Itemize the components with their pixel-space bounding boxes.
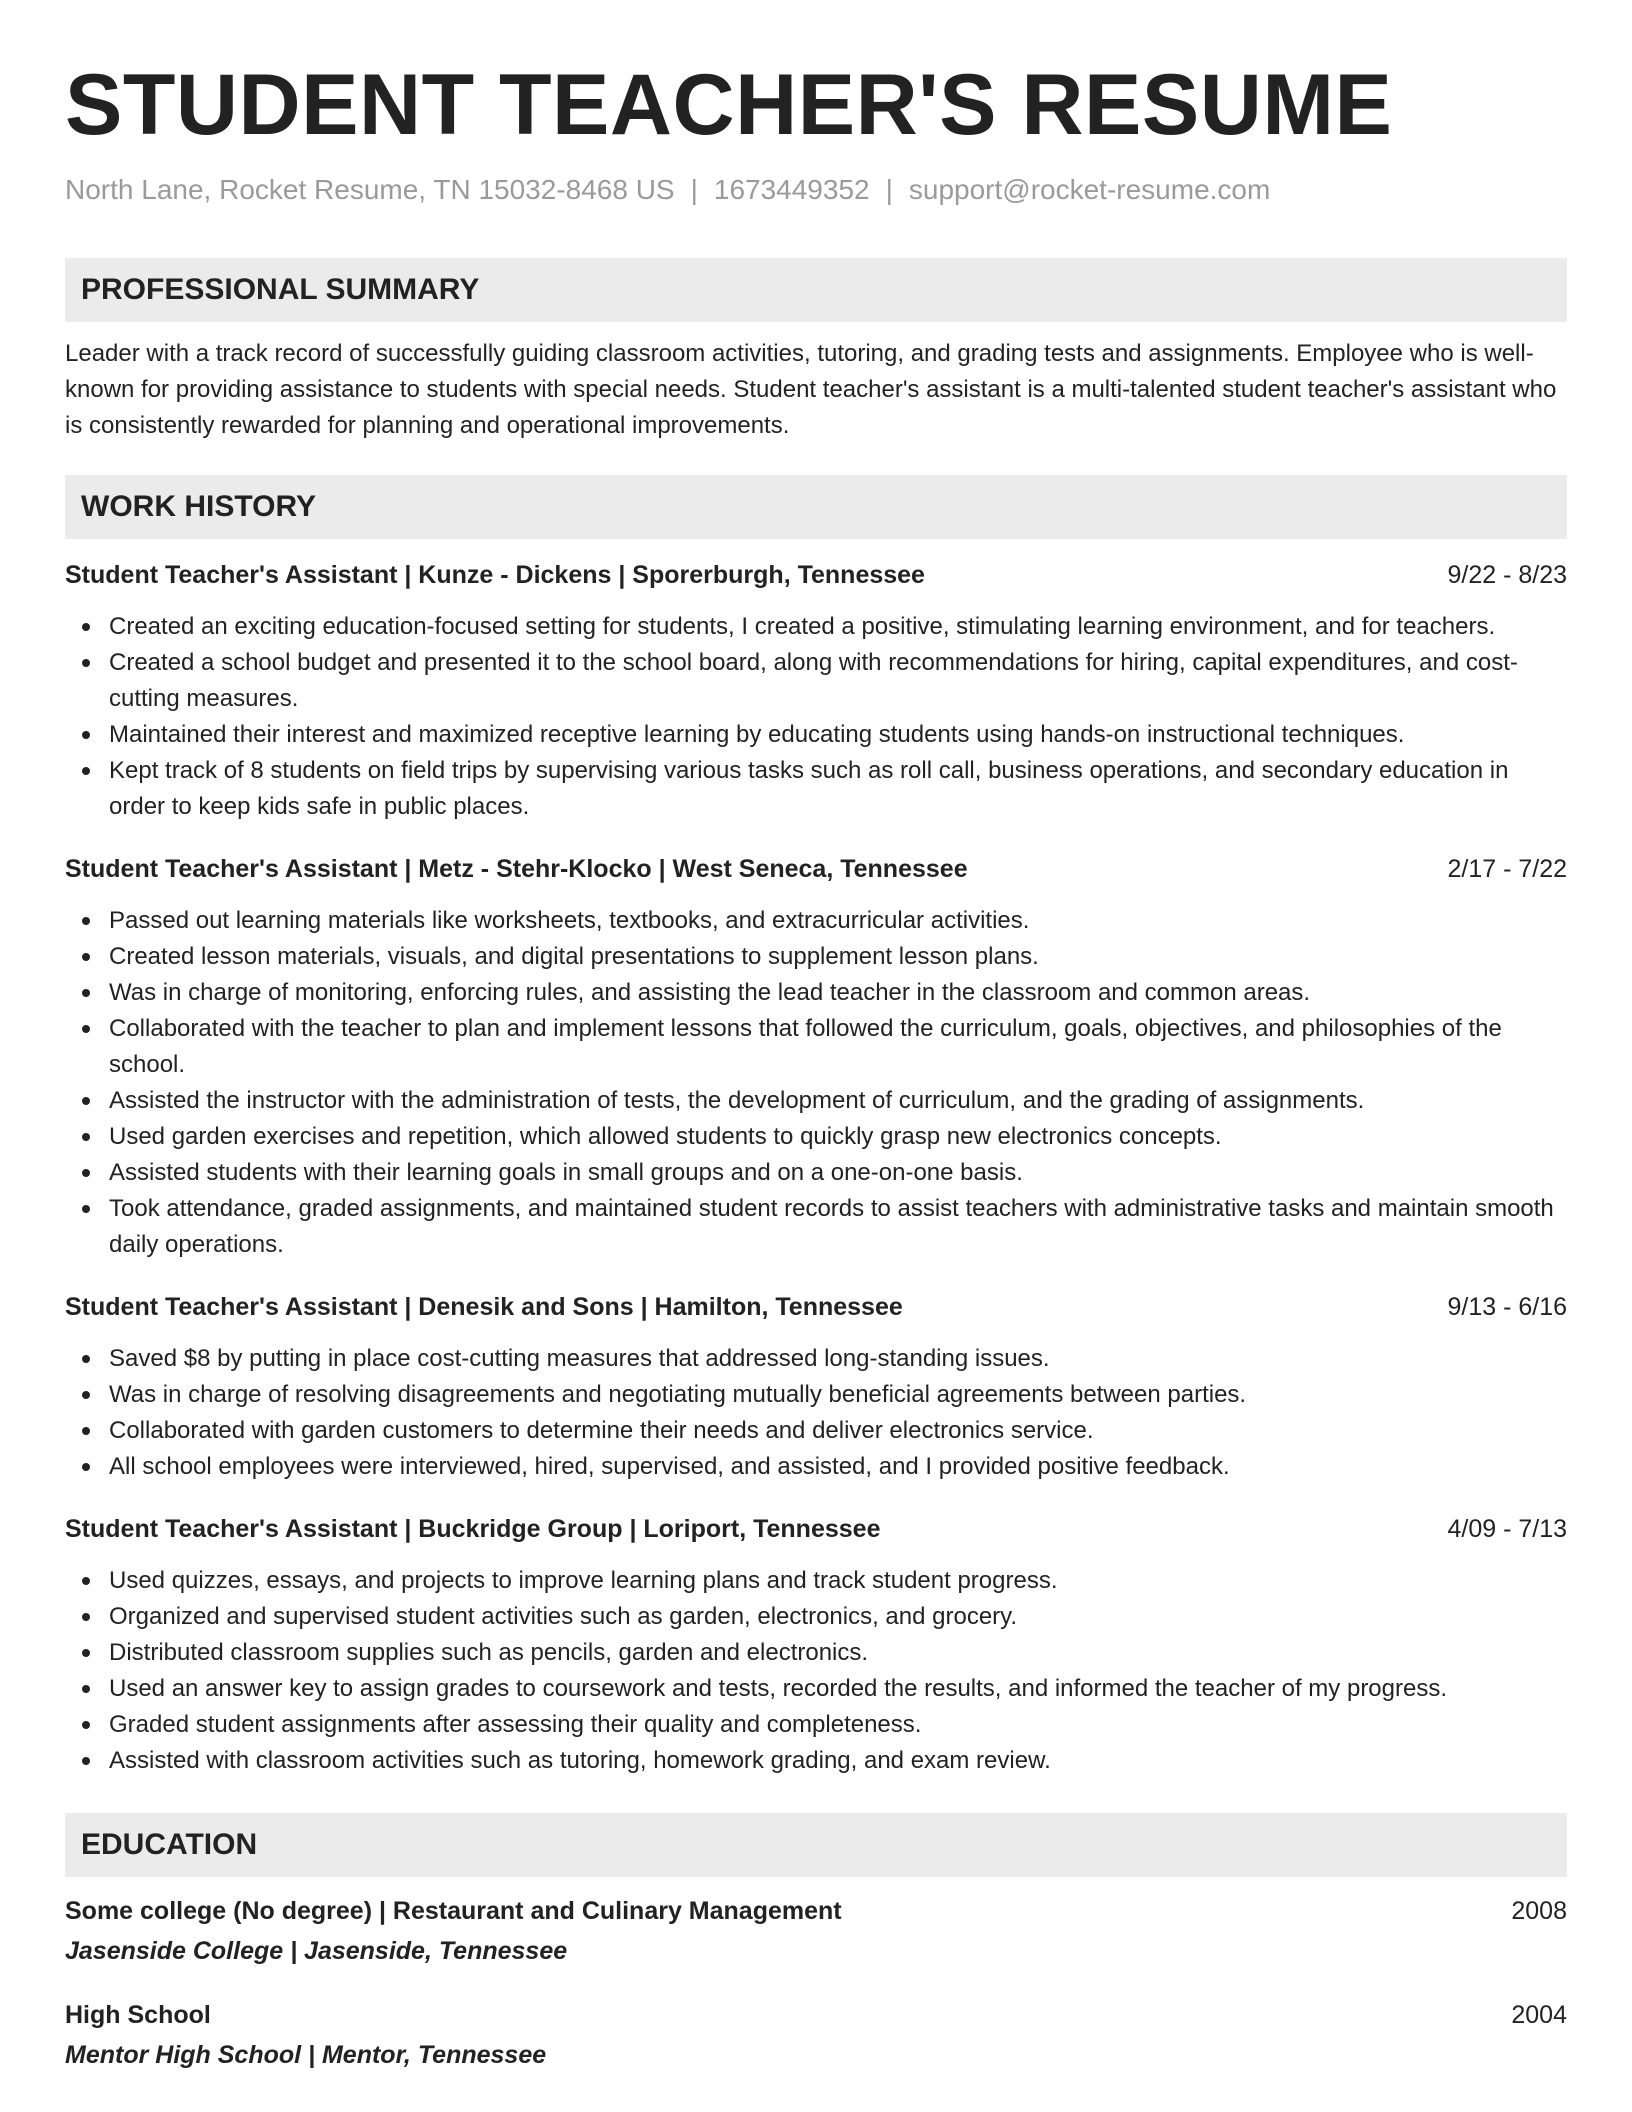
job-dates: 9/13 - 6/16 (1447, 1293, 1567, 1321)
job-title: Student Teacher's Assistant | Kunze - Dickens | Sporerburgh, Tennessee (65, 561, 925, 589)
job-dates: 2/17 - 7/22 (1447, 855, 1567, 883)
job-bullet-text: Graded student assignments after assessing their quality and completeness. (109, 1711, 922, 1738)
phone-text: 1673449352 (713, 174, 870, 205)
job-entry (65, 557, 1567, 825)
job-bullet-text: Created an exciting education-focused setting for students, I created a positive, stimulating learning environment, and for teachers. (109, 613, 1496, 640)
job-bullet (109, 717, 1567, 753)
bullet-dot-icon (82, 659, 90, 667)
education-list (65, 1893, 1567, 2073)
job-bullet-text: Saved $8 by putting in place cost-cutting measures that addressed long-standing issues. (109, 1345, 1050, 1372)
bullet-dot-icon (82, 1613, 90, 1621)
email-text: support@rocket-resume.com (908, 174, 1271, 205)
job-bullet-list (65, 1563, 1567, 1779)
education-school: Jasenside College | Jasenside, Tennessee (65, 1937, 568, 1965)
job-bullet (109, 1743, 1567, 1779)
job-bullet-text: Passed out learning materials like worksheets, textbooks, and extracurricular activities. (109, 907, 1030, 934)
bullet-dot-icon (82, 1685, 90, 1693)
education-degree: Some college (No degree) | Restaurant and Culinary Management (65, 1897, 842, 1925)
job-bullet-text: Kept track of 8 students on field trips by supervising various tasks such as roll call, business operations, and secondary education in order to keep kids safe in public places. (109, 757, 1509, 820)
bullet-dot-icon (82, 1463, 90, 1471)
job-bullet (109, 1011, 1567, 1083)
job-bullet-text: Created a school budget and presented it to the school board, along with recommendations for hiring, capital expenditures, and cost-cutting measures. (109, 649, 1518, 712)
bullet-dot-icon (82, 917, 90, 925)
bullet-dot-icon (82, 1355, 90, 1363)
bullet-dot-icon (82, 1097, 90, 1105)
education-entry (65, 1893, 1567, 1969)
job-title: Student Teacher's Assistant | Denesik and Sons | Hamilton, Tennessee (65, 1293, 903, 1321)
bullet-dot-icon (82, 1133, 90, 1141)
bullet-dot-icon (82, 1169, 90, 1177)
job-bullet-text: Took attendance, graded assignments, and maintained student records to assist teachers with administrative tasks and maintain smooth daily operations. (109, 1195, 1554, 1258)
job-bullet (109, 609, 1567, 645)
job-bullet (109, 1413, 1567, 1449)
bullet-dot-icon (82, 1577, 90, 1585)
job-bullet (109, 975, 1567, 1011)
education-year: 2008 (1511, 1897, 1567, 1925)
job-bullet-text: All school employees were interviewed, hired, supervised, and assisted, and I provided positive feedback. (109, 1453, 1230, 1480)
job-bullet-text: Maintained their interest and maximized receptive learning by educating students using hands-on instructional techniques. (109, 721, 1405, 748)
job-dates: 9/22 - 8/23 (1447, 561, 1567, 589)
job-title: Student Teacher's Assistant | Metz - Stehr-Klocko | West Seneca, Tennessee (65, 855, 968, 883)
bullet-dot-icon (82, 1757, 90, 1765)
education-header (65, 1997, 1567, 2033)
job-bullet (109, 645, 1567, 717)
bullet-dot-icon (82, 989, 90, 997)
job-bullet (109, 753, 1567, 825)
contact-line (65, 174, 1567, 206)
job-bullet-text: Organized and supervised student activities such as garden, electronics, and grocery. (109, 1603, 1018, 1630)
education-entry (65, 1997, 1567, 2073)
job-bullet (109, 1377, 1567, 1413)
bullet-dot-icon (82, 1205, 90, 1213)
job-header (65, 1511, 1567, 1547)
job-entry (65, 851, 1567, 1263)
job-bullet (109, 1119, 1567, 1155)
job-bullet-text: Used garden exercises and repetition, which allowed students to quickly grasp new electronics concepts. (109, 1123, 1222, 1150)
bullet-dot-icon (82, 1721, 90, 1729)
job-bullet (109, 1563, 1567, 1599)
job-bullet-text: Created lesson materials, visuals, and digital presentations to supplement lesson plans. (109, 943, 1039, 970)
job-bullet-text: Used an answer key to assign grades to coursework and tests, recorded the results, and informed the teacher of my progress. (109, 1675, 1448, 1702)
job-bullet-list (65, 1341, 1567, 1485)
section-header-education: EDUCATION (65, 1813, 1567, 1877)
job-bullet-text: Collaborated with garden customers to determine their needs and deliver electronics service. (109, 1417, 1094, 1444)
job-entry (65, 1289, 1567, 1485)
job-bullet (109, 903, 1567, 939)
section-header-professional-summary: PROFESSIONAL SUMMARY (65, 258, 1567, 322)
job-bullet (109, 939, 1567, 975)
contact-separator: | (885, 174, 893, 205)
job-bullet (109, 1341, 1567, 1377)
contact-separator: | (690, 174, 698, 205)
bullet-dot-icon (82, 731, 90, 739)
job-bullet (109, 1191, 1567, 1263)
job-bullet (109, 1083, 1567, 1119)
resume-title: STUDENT TEACHER'S RESUME (65, 57, 1393, 153)
education-year: 2004 (1511, 2001, 1567, 2029)
bullet-dot-icon (82, 767, 90, 775)
bullet-dot-icon (82, 1025, 90, 1033)
job-bullet (109, 1449, 1567, 1485)
job-bullet-text: Assisted with classroom activities such as tutoring, homework grading, and exam review. (109, 1747, 1051, 1774)
bullet-dot-icon (82, 623, 90, 631)
bullet-dot-icon (82, 953, 90, 961)
job-bullet (109, 1671, 1567, 1707)
bullet-dot-icon (82, 1391, 90, 1399)
job-bullet (109, 1707, 1567, 1743)
summary-paragraph: Leader with a track record of successfully guiding classroom activities, tutoring, and grading tests and assignments. Employee who is well-known for providing assistance to students with special needs. Student teacher's assistant is a multi-talented student teacher's assistant who is consistently rewarded for planning and operational improvements. (65, 340, 1557, 439)
job-bullet-text: Used quizzes, essays, and projects to improve learning plans and track student progress. (109, 1567, 1058, 1594)
bullet-dot-icon (82, 1427, 90, 1435)
job-bullet-text: Distributed classroom supplies such as pencils, garden and electronics. (109, 1639, 869, 1666)
section-header-work-history: WORK HISTORY (65, 475, 1567, 539)
job-header (65, 851, 1567, 887)
job-entry (65, 1511, 1567, 1779)
job-bullet-list (65, 609, 1567, 825)
work-history-list (65, 557, 1567, 1779)
bullet-dot-icon (82, 1649, 90, 1657)
job-header (65, 1289, 1567, 1325)
job-bullet-text: Was in charge of monitoring, enforcing rules, and assisting the lead teacher in the classroom and common areas. (109, 979, 1311, 1006)
job-bullet (109, 1599, 1567, 1635)
education-degree: High School (65, 2001, 211, 2029)
job-title: Student Teacher's Assistant | Buckridge Group | Loriport, Tennessee (65, 1515, 881, 1543)
job-bullet-text: Assisted students with their learning goals in small groups and on a one-on-one basis. (109, 1159, 1023, 1186)
job-bullet (109, 1635, 1567, 1671)
job-bullet-text: Was in charge of resolving disagreements and negotiating mutually beneficial agreements between parties. (109, 1381, 1247, 1408)
education-header (65, 1893, 1567, 1929)
job-dates: 4/09 - 7/13 (1447, 1515, 1567, 1543)
job-header (65, 557, 1567, 593)
job-bullet-list (65, 903, 1567, 1263)
job-bullet (109, 1155, 1567, 1191)
job-bullet-text: Collaborated with the teacher to plan and implement lessons that followed the curriculum, goals, objectives, and philosophies of the school. (109, 1015, 1502, 1078)
education-school: Mentor High School | Mentor, Tennessee (65, 2041, 547, 2069)
address-text: North Lane, Rocket Resume, TN 15032-8468 US (65, 174, 675, 205)
job-bullet-text: Assisted the instructor with the administration of tests, the development of curriculum, and the grading of assignments. (109, 1087, 1365, 1114)
